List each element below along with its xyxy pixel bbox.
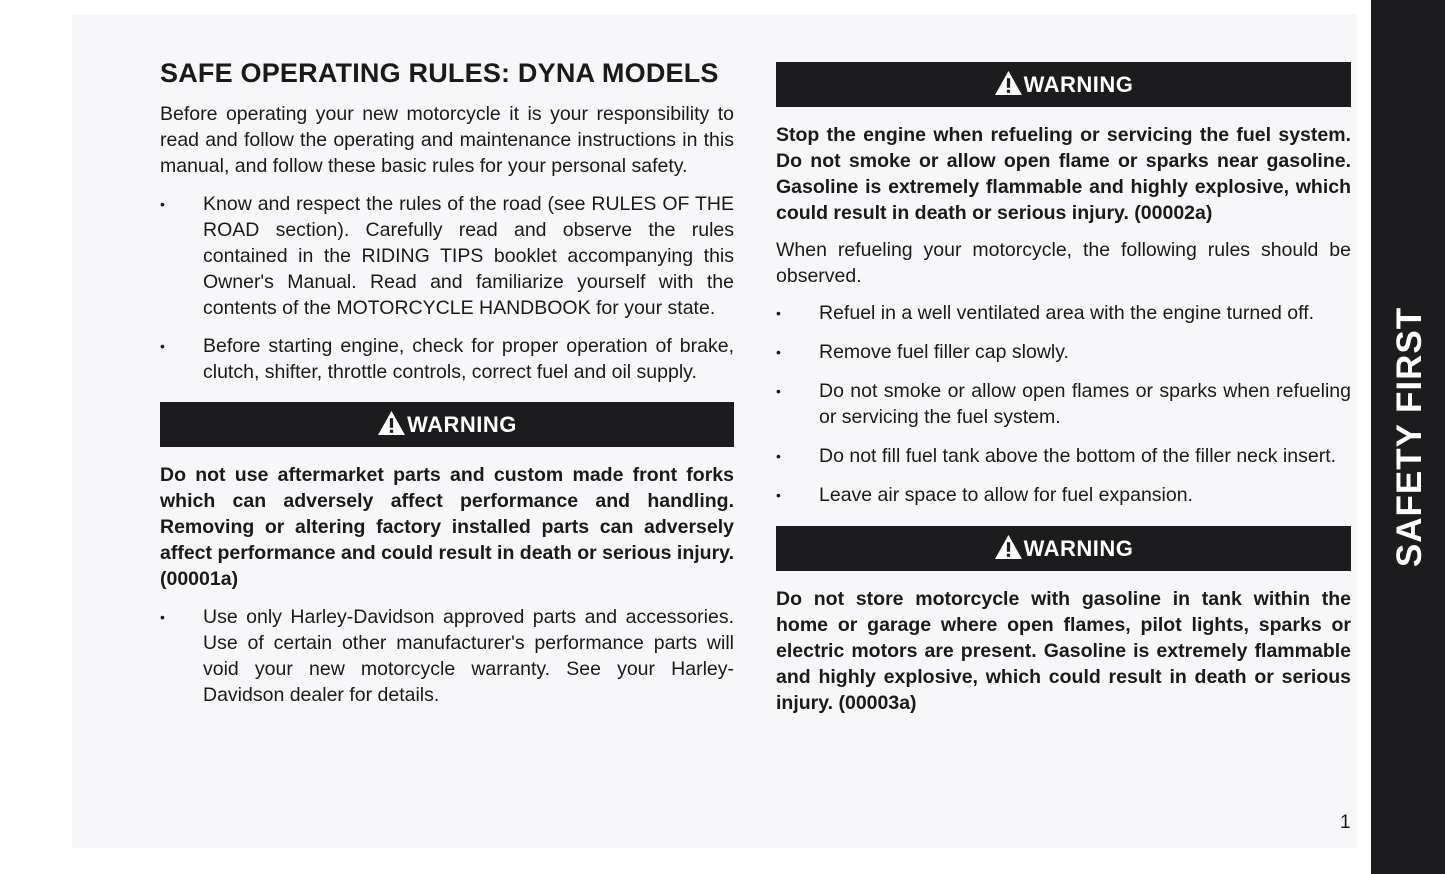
section-tab-label: SAFETY FIRST	[1390, 306, 1429, 568]
rules-list	[160, 191, 734, 385]
bullet-icon: •	[160, 609, 165, 625]
bullet-icon: •	[776, 448, 781, 464]
warning-banner	[160, 402, 734, 447]
list-item: • Before starting engine, check for proper operation of brake, clutch, shifter, throttle controls, correct fuel and oil supply.	[160, 335, 734, 383]
list-item: • Remove fuel filler cap slowly.	[776, 341, 1069, 363]
list-item: • Use only Harley-Davidson approved parts and accessories. Use of certain other manufacturer's performance parts will void your new motorcycle warranty. See your Harley-Davidson dealer for details.	[160, 606, 734, 706]
list-item: • Do not fill fuel tank above the bottom of the filler neck insert.	[776, 445, 1337, 467]
bullet-icon: •	[776, 383, 781, 399]
page-number: 1	[1340, 812, 1351, 833]
warning-triangle-icon	[377, 410, 406, 436]
bullet-icon: •	[776, 305, 781, 321]
bullet-icon: •	[776, 344, 781, 360]
warning-text: Do not store motorcycle with gasoline in tank within the home or garage where open flames, pilot lights, sparks or electric motors are present. Gasoline is extremely flammable and highly explosive, which could result in death or serious injury. (00003a)	[776, 588, 1351, 714]
warning-label: WARNING	[1023, 535, 1134, 561]
bullet-icon: •	[160, 338, 165, 354]
warning-banner	[776, 526, 1351, 571]
refuel-rules-list	[776, 300, 1351, 508]
list-item: • Know and respect the rules of the road (see RULES OF THE ROAD section). Carefully read and observe the rules contained in the RIDING TIPS booklet accompanying this Owner's Manual. Read and familiarize yourself with the contents of the MOTORCYCLE HANDBOOK for your state.	[160, 193, 734, 319]
bullet-icon: •	[776, 487, 781, 503]
list-item: • Refuel in a well ventilated area with the engine turned off.	[776, 302, 1315, 324]
page-title: SAFE OPERATING RULES: DYNA MODELS	[160, 58, 719, 88]
list-item: • Do not smoke or allow open flames or sparks when refueling or servicing the fuel system.	[776, 380, 1351, 428]
warning-banner	[776, 62, 1351, 107]
bullet-icon: •	[160, 196, 165, 212]
warning-label: WARNING	[407, 411, 517, 437]
right-column	[776, 62, 1351, 716]
warning-triangle-icon	[994, 534, 1023, 560]
refuel-intro: When refueling your motorcycle, the following rules should be observed.	[776, 239, 1351, 287]
warning-text: Do not use aftermarket parts and custom made front forks which can adversely affect performance and handling. Removing or altering factory installed parts can adversely affect performance and could result in death or serious injury. (00001a)	[160, 464, 734, 590]
warning-label: WARNING	[1023, 71, 1134, 97]
list-item: • Leave air space to allow for fuel expansion.	[776, 484, 1193, 506]
parts-list	[160, 604, 734, 708]
intro-paragraph: Before operating your new motorcycle it is your responsibility to read and follow the operating and maintenance instructions in this manual, and follow these basic rules for your personal safety.	[160, 103, 734, 177]
warning-triangle-icon	[994, 70, 1023, 96]
left-column	[160, 58, 734, 708]
warning-text: Stop the engine when refueling or servicing the fuel system. Do not smoke or allow open flame or sparks near gasoline. Gasoline is extremely flammable and highly explosive, which could result in death or serious injury. (00002a)	[776, 124, 1351, 224]
